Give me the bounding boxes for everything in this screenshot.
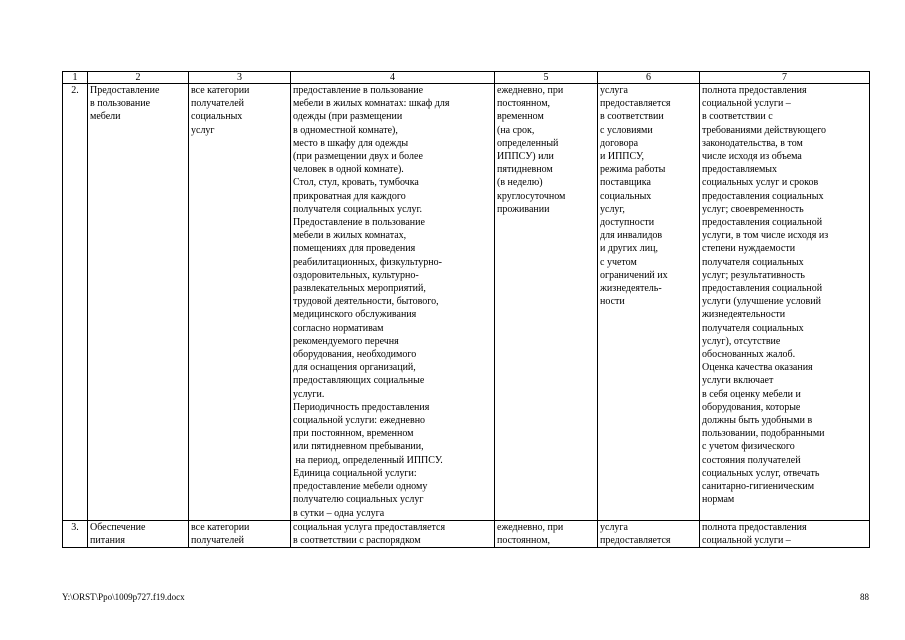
footer-page-number: 88 bbox=[860, 592, 869, 602]
row-number: 2. bbox=[63, 84, 88, 521]
service-name-cell: Обеспечение питания bbox=[88, 520, 189, 547]
conditions-cell: услуга предоставляется bbox=[598, 520, 700, 547]
quality-cell: полнота предоставления социальной услуги – bbox=[700, 520, 870, 547]
description-cell: социальная услуга предоставляется в соответствии с распорядком bbox=[291, 520, 495, 547]
header-cell: 7 bbox=[700, 72, 870, 84]
header-cell: 4 bbox=[291, 72, 495, 84]
row-number: 3. bbox=[63, 520, 88, 547]
period-cell: ежедневно, при постоянном, bbox=[495, 520, 598, 547]
recipients-cell: все категории получателей bbox=[189, 520, 291, 547]
recipients-cell: все категории получателей социальных услуг bbox=[189, 84, 291, 521]
quality-cell: полнота предоставления социальной услуги – в соответствии с требованиями действующего законодательства, в том числе исходя из объема предоставляемых социальных услуг и сроков предоставления социальных услуг; своевременность предоставления социальной услуги, в том числе исходя из степени нуждаемости получателя социальных услуг; результативность предоставления социальной услуги (улучшение условий жизнедеятельности получателя социальных услуг), отсутствие обоснованных жалоб. Оценка качества оказания услуги включает в себя оценку мебели и оборудования, которые должны быть удобными в пользовании, подобранными с учетом физического состояния получателей социальных услуг, отвечать санитарно-гигиеническим нормам bbox=[700, 84, 870, 521]
table-header-row bbox=[63, 72, 870, 84]
header-cell: 2 bbox=[88, 72, 189, 84]
header-cell: 6 bbox=[598, 72, 700, 84]
table-row bbox=[63, 84, 870, 521]
description-cell: предоставление в пользование мебели в жилых комнатах: шкаф для одежды (при размещении в одноместной комнате), место в шкафу для одежды (при размещении двух и более человек в одной комнате). Стол, стул, кровать, тумбочка прикроватная для каждого получателя социальных услуг. Предоставление в пользование мебели в жилых комнатах, помещениях для проведения реабилитационных, физкультурно- оздоровительных, культурно- развлекательных мероприятий, трудовой деятельности, бытового, медицинского обслуживания согласно нормативам рекомендуемого перечня оборудования, необходимого для оснащения организаций, предоставляющих социальные услуги. Периодичность предоставления социальной услуги: ежедневно при постоянном, временном или пятидневном пребывании, на период, определенный ИППСУ. Единица социальной услуги: предоставление мебели одному получателю социальных услуг в сутки – одна услуга bbox=[291, 84, 495, 521]
header-cell: 3 bbox=[189, 72, 291, 84]
footer-file-path: Y:\ORST\Ppo\1009p727.f19.docx bbox=[62, 592, 185, 602]
services-table bbox=[62, 71, 870, 548]
header-cell: 1 bbox=[63, 72, 88, 84]
conditions-cell: услуга предоставляется в соответствии с условиями договора и ИППСУ, режима работы поставщика социальных услуг, доступности для инвалидов и других лиц, с учетом ограничений их жизнедеятель- ности bbox=[598, 84, 700, 521]
table-row bbox=[63, 520, 870, 547]
header-cell: 5 bbox=[495, 72, 598, 84]
period-cell: ежедневно, при постоянном, временном (на срок, определенный ИППСУ) или пятидневном (в неделю) круглосуточном проживании bbox=[495, 84, 598, 521]
service-name-cell: Предоставление в пользование мебели bbox=[88, 84, 189, 521]
